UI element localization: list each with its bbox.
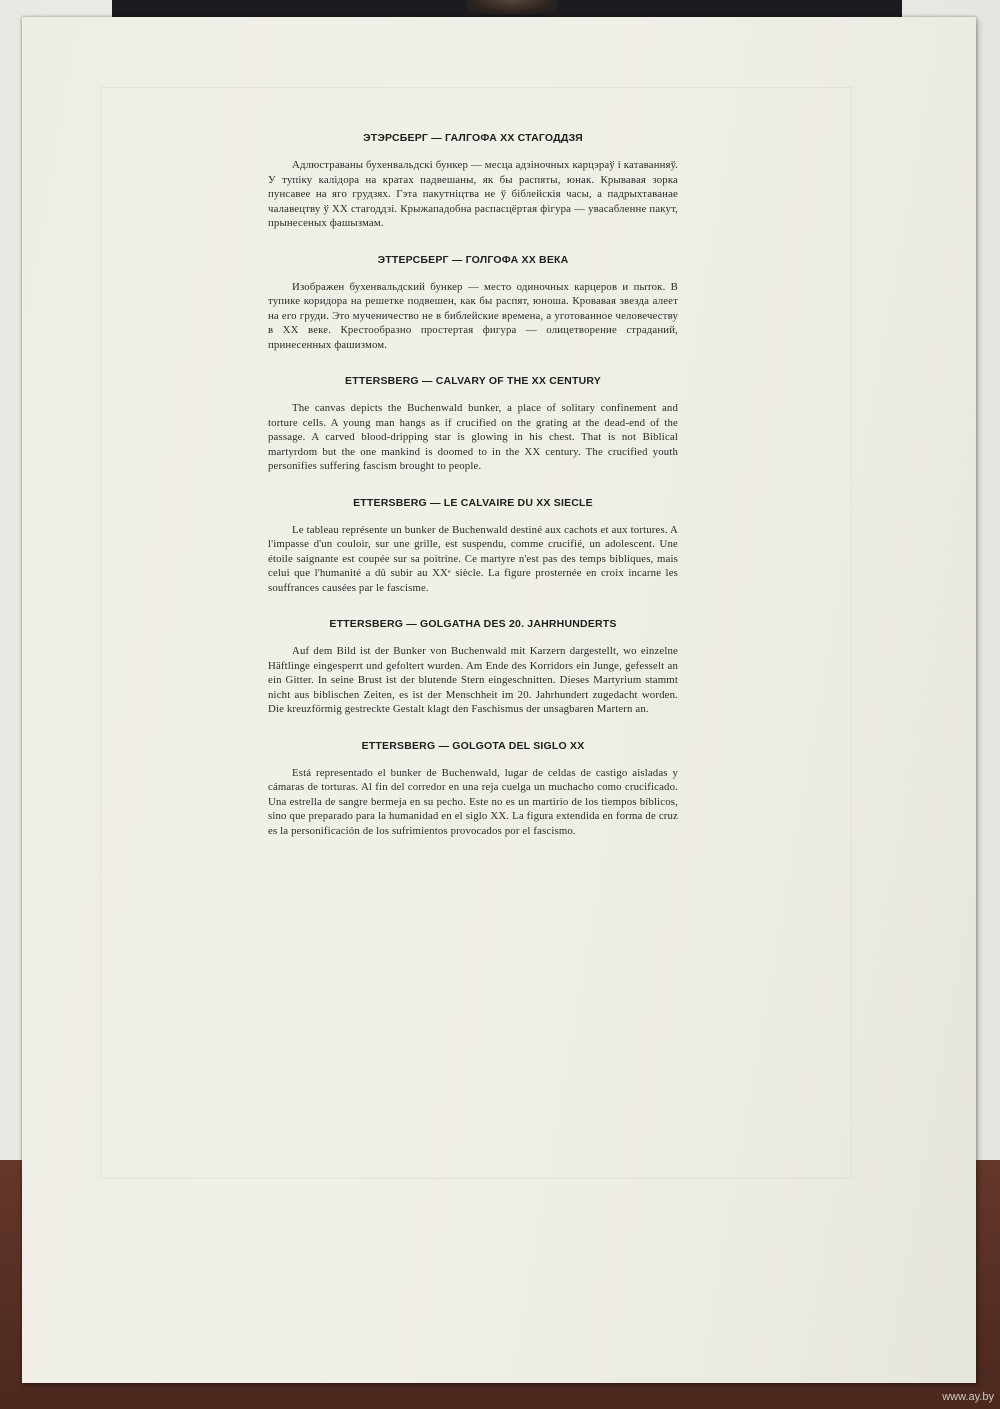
painting-detail	[467, 0, 557, 14]
section-title: ЭТТЕРСБЕРГ — ГОЛГОФА XX ВЕКА	[377, 253, 569, 266]
painting-print-edge	[112, 0, 902, 18]
section-body: Le tableau représente un bunker de Buchenwald destiné aux cachots et aux tortures. A l'impasse d'un couloir, sur une grille, est suspendu, comme crucifié, un adolescent. Une étoile saignante est coupée sur sa poitrine. Ce martyre n'est pas des temps bibliques, mais celui que l'humanité a dû subir au XXᵉ siècle. La figure prosternée en croix incarne les souffrances causées par le fascisme.	[268, 523, 678, 594]
section-body: Адлюстраваны бухенвальдскі бункер — месца адзіночных карцэраў і катаванняў. У тупіку калідора на кратах падвешаны, як бы распяты, юнак. Крывавая зорка пунсавее на яго грудзях. Гэта пакутніцтва не ў біблейскія часы, а падрыхтаванае чалавецтву ў XX стагоддзі. Крыжападобна распасцёртая фігура — увасабленне пакут, прынесеных фашызмам.	[268, 159, 678, 229]
section-french	[268, 497, 678, 596]
section-belarusian	[268, 132, 678, 231]
section-title: ETTERSBERG — GOLGOTA DEL SIGLO XX	[361, 739, 585, 752]
description-text-block	[268, 132, 678, 861]
section-russian	[268, 254, 678, 353]
section-title: ETTERSBERG — GOLGATHA DES 20. JAHRHUNDERTS	[329, 618, 617, 630]
section-body: The canvas depicts the Buchenwald bunker, a place of solitary confinement and torture cells. A young man hangs as if crucified on the grating at the dead-end of the passage. A carved blood-dripping star is glowing in his chest. That is not Biblical martyrdom but the one mankind is doomed to in the XX century. The crucified youth personifies suffering fascism brought to people.	[268, 402, 678, 472]
site-watermark: www.ay.by	[942, 1391, 994, 1403]
section-title: ETTERSBERG — CALVARY OF THE XX CENTURY	[345, 375, 601, 387]
section-body: Изображен бухенвальдский бункер — место одиночных карцеров и пыток. В тупике коридора на решетке подвешен, как бы распят, юноша. Кровавая звезда алеет на его груди. Это мученичество не в библейские времена, а уготованное человечеству в XX веке. Крестообразно простертая фигура — олицетворение страданий, принесенных фашизмом.	[268, 280, 678, 351]
section-title: ЭТЭРСБЕРГ — ГАЛГОФА XX СТАГОДДЗЯ	[363, 132, 583, 144]
section-german	[268, 618, 678, 717]
section-english	[268, 375, 678, 474]
section-body: Auf dem Bild ist der Bunker von Buchenwald mit Karzern dargestellt, wo einzelne Häftlinge eingesperrt und gefoltert wurden. Am Ende des Korridors ein Junge, gefesselt an ein Gitter. In seine Brust ist der blutende Stern eingeschnitten. Dieses Martyrium stammt nicht aus biblischen Zeiten, es ist der Menschheit im 20. Jahrhundert zugedacht worden. Die kreuzförmig gestreckte Gestalt klagt den Faschismus der unsagbaren Martern an.	[268, 645, 678, 715]
section-spanish	[268, 740, 678, 839]
section-body: Está representado el bunker de Buchenwald, lugar de celdas de castigo aisladas y cámaras de torturas. Al fin del corredor en una reja cuelga un muchacho como crucificado. Una estrella de sangre bermeja en su pecho. Este no es un martirio de los tiempos bíblicos, sino que preparado para la humanidad en el siglo XX. La figura extendida en forma de cruz es la personificación de los sufrimientos provocados por el fascismo.	[268, 766, 678, 837]
section-title: ETTERSBERG — LE CALVAIRE DU XX SIECLE	[353, 496, 593, 509]
